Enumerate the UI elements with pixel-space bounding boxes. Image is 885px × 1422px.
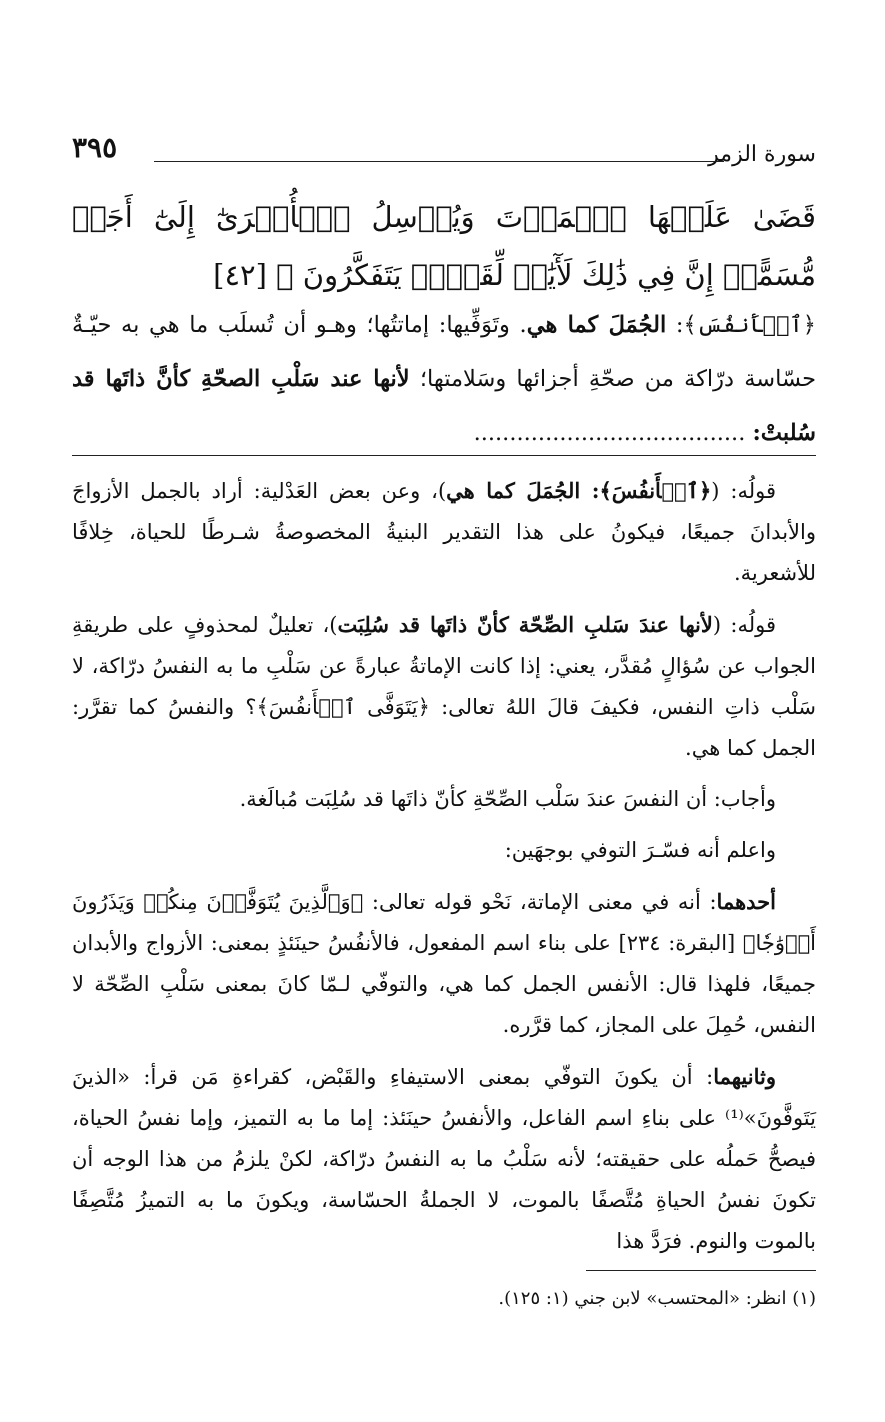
commentary-paragraph-5	[72, 881, 816, 1046]
p6-rest: : أن يكونَ التوفّي بمعنى الاستيفاءِ والقَبْض، كقراءةِ مَن قرأ: «الذينَ يَتَوفَّونَ»⁽¹⁾ على بناءِ اسم الفاعل، والأنفسُ حينَئذ: إما ما به التميز، وإما نفسُ الحياة، فيصحُّ حَملُه على حقيقته؛ لأنه سَلْبُ ما به النفسُ درّاكة، لكنْ يلزمُ من هذا الوجه أن تكونَ نفسُ الحياةِ مُتَّصفًا بالموت، لا الجملةُ الحسّاسة، ويكونَ ما به التميزُ مُتَّصِفًا بالموت والنوم. فرَدَّ هذا	[72, 1065, 816, 1253]
commentary	[72, 470, 816, 1272]
p6-bold: وثانيهما	[713, 1064, 776, 1089]
commentary-paragraph-3: وأجاب: أن النفسَ عندَ سَلْب الصِّحّةِ كأنّ ذاتَها قد سُلِبَت مُبالَغة.	[239, 787, 776, 811]
page-header	[72, 128, 816, 168]
surah-name: سورة الزمر	[708, 142, 816, 167]
header-rule	[154, 161, 724, 162]
commentary-paragraph-1	[72, 470, 816, 594]
p5-bold: أحدهما	[716, 889, 776, 914]
main-text	[72, 298, 816, 460]
commentary-paragraph-6	[72, 1056, 816, 1262]
p5-rest: : أنه في معنى الإماتة، نَحْو قوله تعالى: ﴿وَٱلَّذِينَ يُتَوَفَّوۡنَ مِنكُمۡ وَيَذَرُونَ أَزۡوَٰجٗا﴾ [البقرة: ٢٣٤] على بناء اسم المفعول، فالأنفُسُ حينَئذٍ بمعنى: الأزواج والأبدان جميعًا، فلهذا قال: الأنفس الجمل كما هي، والتوفّي لـمّا كانَ بمعنى سَلْبِ الصِّحّة لا النفس، حُمِلَ على المجاز، كما قرَّره.	[72, 890, 817, 1037]
p1-start: قولُه: (	[711, 479, 776, 503]
commentary-paragraph-4: واعلم أنه فسّـرَ التوفي بوجهَين:	[504, 838, 776, 862]
p1-rest: )، وعن بعض العَدْلية: أراد بالجمل الأزواجَ والأبدانَ جميعًا، فيكونُ على هذا التقدير البنيةُ المخصوصةُ شـرطًا للحياة، خِلافًا للأشعرية.	[72, 479, 816, 585]
p2-rest: )، تعليلٌ لمحذوفٍ على طريقةِ الجواب عن سُؤالٍ مُقدَّر، يعني: إذا كانت الإماتةُ عبارةً عن سَلْبِ ما به النفسُ درّاكة، لا سَلْب ذاتِ النفس، فكيفَ قالَ اللهُ تعالى: ﴿يَتَوَفَّى ٱلۡأَنفُسَ﴾؟ والنفسُ كما تقرَّر: الجمل كما هي.	[72, 613, 816, 760]
footnote-divider	[586, 1270, 816, 1271]
commentary-paragraph-2	[72, 604, 816, 769]
quran-verse: قَضَىٰ عَلَيۡهَا ٱلۡمَوۡتَ وَيُرۡسِلُ ٱلۡأُخۡرَىٰٓ إِلَىٰٓ أَجَلٖ مُّسَمًّىۚ إِنَّ فِي ذَٰلِكَ لَأٓيَٰتٖ لِّقَوۡمٖ يَتَفَكَّرُونَ ﴾ [٤٢]	[72, 200, 816, 292]
matn-bold-2: لأنها عند سَلْبِ الصحّةِ كأنَّ ذاتَها قد سُلبتْ:	[72, 366, 816, 446]
footnote: (١) انظر: «المحتسب» لابن جني (١: ١٢٥).	[498, 1288, 816, 1309]
matn-dots: ......................................	[473, 420, 753, 446]
p1-bold: ﴿ٱلۡأَنفُسَ﴾: الجُمَلَ كما هي	[446, 478, 712, 503]
p2-start: قولُه: (	[712, 613, 776, 637]
matn-part-2: . وتَوَفِّيها: إماتتُها؛ وهـو أن تُسلَب ما هي به حيّـةٌ حسّاسة درّاكة من صحّةِ أجزائها وسَلامتها؛	[72, 312, 816, 392]
page-number: ٣٩٥	[72, 131, 118, 164]
matn-bold-1: الجُمَلَ كما هي	[526, 312, 667, 338]
book-page	[72, 108, 816, 1408]
section-divider	[72, 455, 816, 456]
matn-intro: ﴿ٱلۡأَنفُسَ﴾:	[666, 312, 816, 338]
p2-bold: لأنها عندَ سَلبِ الصِّحّة كأنّ ذاتَها قد سُلِبَت	[337, 612, 713, 637]
